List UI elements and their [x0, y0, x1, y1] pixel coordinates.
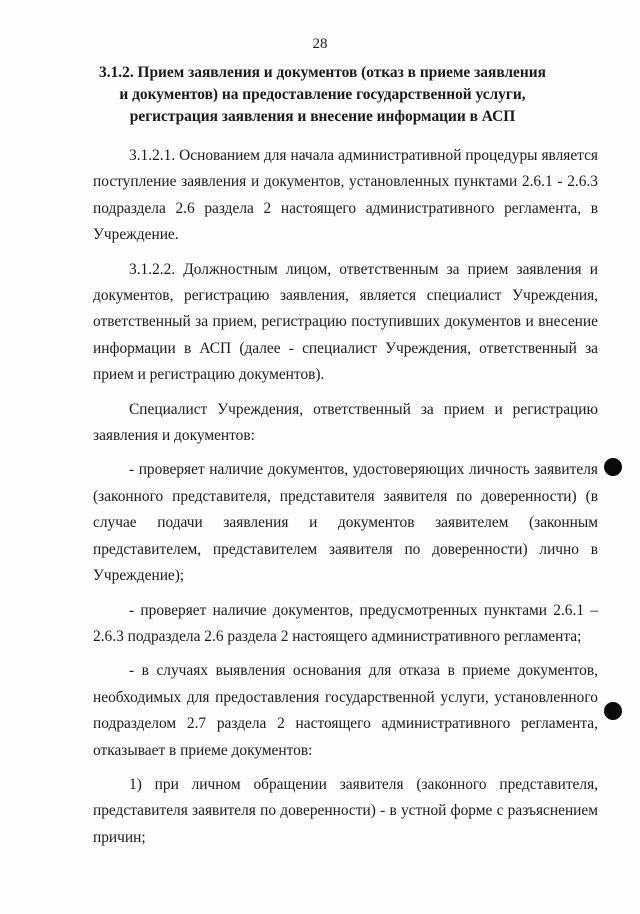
document-body [93, 143, 598, 859]
punch-hole-mark-top [604, 458, 622, 476]
list-item-check-documents: - проверяет наличие документов, предусмотренных пунктами 2.6.1 – 2.6.3 подраздела 2.6 раздела 2 настоящего административного регламента; [93, 601, 598, 645]
list-item-check-identity: - проверяет наличие документов, удостоверяющих личность заявителя (законного представителя, представителя заявителя по доверенности) (в случае подачи заявления и документов заявителем (законным представителем, представителем заявителя по доверенности) лично в Учреждение); [93, 461, 598, 585]
paragraph-specialist-duties: Специалист Учреждения, ответственный за прием и регистрацию заявления и документов: [93, 400, 598, 445]
punch-hole-mark-bottom [604, 702, 622, 720]
list-item-personal-appeal: 1) при личном обращении заявителя (законного представителя, представителя заявителя по доверенности) - в устной форме с разъяснением причин; [93, 775, 598, 846]
paragraph-3-1-2-2: 3.1.2.2. Должностным лицом, ответственным за прием заявления и документов, регистрацию заявления, является специалист Учреждения, ответственный за прием, регистрацию поступивших документов и внесение информации в АСП (далее - специалист Учреждения, ответственный за прием и регистрацию документов). [93, 260, 598, 384]
paragraph-3-1-2-1: 3.1.2.1. Основанием для начала административной процедуры является поступление заявления и документов, установленных пунктами 2.6.1 - 2.6.3 подраздела 2.6 раздела 2 настоящего административного регламента, в Учреждение. [93, 147, 598, 244]
list-item-refusal: - в случаях выявления основания для отказа в приеме документов, необходимых для предоставления государственной услуги, установленного подразделом 2.7 раздела 2 настоящего административного регламента, отказывает в приеме документов: [93, 662, 598, 759]
page-number: 28 [312, 36, 328, 52]
section-heading: 3.1.2. Прием заявления и документов (отказ в приеме заявления и документов) на предоставление государственной услуги, регистрация заявления и внесение информации в АСП [99, 64, 546, 125]
